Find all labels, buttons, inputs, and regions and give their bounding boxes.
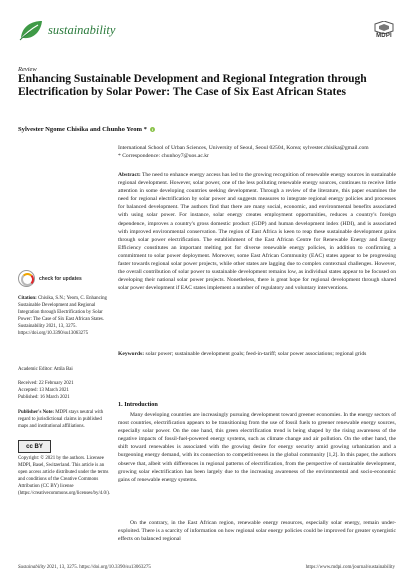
- published-date: Published: 16 March 2021: [18, 394, 70, 400]
- citation-block: [18, 296, 110, 337]
- citation-label: Citation:: [18, 296, 37, 301]
- abstract-text: The need to enhance energy access has led to the growing recognition of renewable energy sources in sustainable regional development. However, solar power, one of the less polluting renewable energy sources, continues to receive little attention in some developing countries seeking development. Through a review of the literature, this paper examines the need for regional electrification by solar power and suggests measures to integrate regional energy policies and processes for balanced development. The authors find that there are many social, economic, and environmental benefits associated with using solar power. For instance, solar energy creates employment opportunities, reduces a country's foreign dependence, improves a country's gross domestic product (GDP) and human development index (HDI), and is associated with improved environmental conservation. The region of East Africa is keen to reap these sustainable development gains through solar power electrification. The establishment of the East African Centre for Renewable Energy and Energy Efficiency constitutes an important melting pot for diverse renewable energy policies, in addition to confirming a commitment to solar power deployment. Moreover, some East African Community (EAC) states appear to be progressing faster towards regional solar power projects, while other states are lagging due to complex contextual challenges. However, the overall contribution of solar power to sustainable development remains low, as individual states appear to be focused on developing their national solar power projects. Nonetheless, there is great hope for regional development through shared solar power development if EAC states implement a number of regulatory and voluntary interventions.: [118, 172, 396, 292]
- cc-by-license-icon[interactable]: cc BY: [18, 440, 51, 453]
- leaf-icon: [18, 18, 44, 42]
- check-updates-icon: [18, 270, 35, 287]
- footer-doi[interactable]: 2021, 13, 3275. https://doi.org/10.3390/su13063275: [46, 565, 151, 570]
- abstract: [118, 171, 396, 292]
- authors: Sylvester Ngome Chisika and Chunho Yeom *: [18, 126, 147, 133]
- dates-block: [18, 381, 110, 402]
- affiliation: International School of Urban Sciences, University of Seoul, Seoul 02504, Korea; sylvester.chisika@gmail.com: [118, 145, 369, 151]
- mdpi-logo[interactable]: [372, 21, 396, 42]
- check-updates-label: check for updates: [39, 275, 82, 282]
- abstract-label: Abstract:: [118, 172, 141, 178]
- journal-name: sustainability: [48, 22, 116, 37]
- publisher-note: [18, 410, 110, 431]
- section-heading: 1. Introduction: [118, 401, 158, 408]
- keywords-text: solar power; sustainable development goals; feed-in-tariff; solar power associations; regional grids: [145, 351, 367, 357]
- author-line: [18, 126, 155, 133]
- citation-text: Chisika, S.N.; Yeom, C. Enhancing Sustainable Development and Regional Integration through Electrification by Solar Power: The Case of Six East African States. Sustainability 2021, 13, 3275. https://doi.org/10.3390/su13063275: [18, 296, 107, 336]
- correspondence: * Correspondence: chunhoy7@uos.ac.kr: [118, 153, 209, 159]
- footer-citation: [18, 565, 151, 570]
- academic-editor: Academic Editor: Attila Bai: [18, 367, 73, 372]
- keywords-label: Keywords:: [118, 351, 145, 357]
- check-for-updates-button[interactable]: [18, 270, 110, 287]
- page-footer: [18, 565, 395, 570]
- affiliation-block: [118, 144, 398, 160]
- footer-url[interactable]: https://www.mdpi.com/journal/sustainability: [305, 565, 395, 570]
- article-title: Enhancing Sustainable Development and Regional Integration through Electrification by Solar Power: The Case of Six East African States: [18, 73, 367, 98]
- mdpi-text: MDPI: [376, 33, 392, 39]
- journal-logo[interactable]: [18, 18, 115, 42]
- publisher-note-label: Publisher's Note:: [18, 410, 54, 415]
- article-type: Review: [18, 66, 37, 73]
- publisher-note-text: MDPI stays neutral with regard to jurisdictional claims in published maps and institutional affiliations.: [18, 410, 104, 429]
- accepted-date: Accepted: 13 March 2021: [18, 387, 69, 393]
- received-date: Received: 22 February 2021: [18, 381, 74, 386]
- orcid-icon[interactable]: i: [151, 127, 154, 132]
- keywords: [118, 350, 396, 358]
- copyright-notice: Copyright: © 2021 by the authors. Licensee MDPI, Basel, Switzerland. This article is an open access article distributed under the terms and conditions of the Creative Commons Attribution (CC BY) license (https://creativecommons.org/licenses/by/4.0/).: [18, 456, 111, 496]
- body-paragraph: Many developing countries are increasingly pursuing development toward greener economies. In the energy sectors of most countries, electrification appears to be transitioning from the use of fossil fuels to greener renewable energy sources, especially solar power. On the one hand, this green electrification trend is being shaped by the rising awareness of the negative impacts of fossil-fuel-powered energy systems, such as climate change and air pollution. On the other hand, the shift toward renewables is associated with the growing desire for energy security amid growing urbanization and a burgeoning energy demand, with its connection to competitiveness in the global community [1,2]. In this paper, the authors observe that, albeit with differences in regional patterns of electrification, from the perspective of sustainable development, growing solar electrification has been largely due to the increasing awareness of the environmental and socio-economic gains of renewable energy systems.: [118, 412, 396, 483]
- body-paragraph: On the contrary, in the East African region, renewable energy resources, especially solar energy, remain under-exploited. There is a scarcity of information on how regional solar energy policies could be improved for greater synergistic effects on balanced regional: [118, 520, 396, 543]
- footer-journal: Sustainability: [18, 565, 46, 570]
